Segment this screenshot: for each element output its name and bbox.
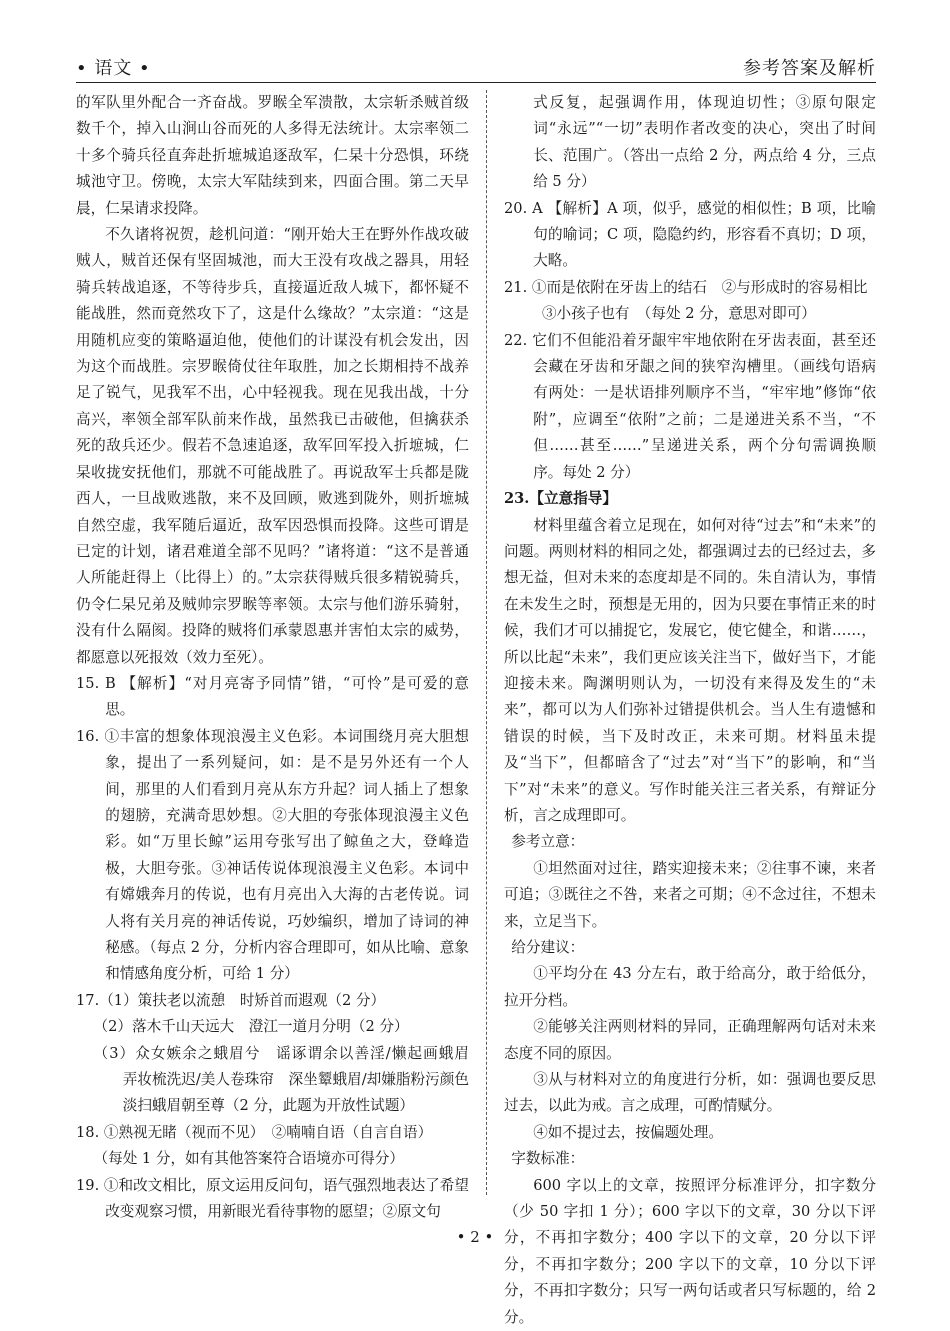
scoring-label: 给分建议： (511, 939, 585, 956)
answer-17-2: （2）落木千山天远大 澄江一道月分明（2 分） (93, 1018, 409, 1036)
answer-22: 22. 它们不但能沿着牙龈牢牢地依附在牙齿表面，甚至还会藏在牙齿和牙龈之间的狭窄沟槽里。（画线句语病有两处：一是状语排列顺序不当，“牢牢地”修饰“依附”，应调至“依附”之前；二是递进关系不当，“不但……甚至……”呈递进关系，两个分句需调换顺序。每处 2 分） (504, 331, 876, 481)
scoring-item-4: ④如不提过去，按偏题处理。 (533, 1123, 723, 1141)
scoring-item-3: ③从与材料对立的角度进行分析，如：强调也要反思过去，以此为戒。言之成理，可酌情赋分。 (504, 1071, 876, 1115)
answer-23-title: 23.【立意指导】 (504, 490, 617, 508)
answer-21-1: 21. ①而是依附在牙齿上的结石 ②与形成时的容易相比 (504, 278, 868, 296)
answer-18: 18. ①熟视无睹（视而不见） ②喃喃自语（自言自语） (76, 1123, 433, 1141)
page-header (76, 54, 876, 84)
translation-paragraph-2: 不久诸将祝贺，趁机问道：“刚开始大王在野外作战攻破贼人，贼首还保有坚固城池，而大王没有攻战之器具，用轻骑兵转战追逐，不等待步兵，直接逼近敌人城下，都怀疑不能战胜，然而竟然攻下了，这是什么缘故？”太宗道：“这是用随机应变的策略逼迫他，使他们的计谋没有机会发出，因为这个而战胜。宗罗睺倚仗往年取胜，加之长期相持不战养足了锐气，见我军不出，心中轻视我。现在见我出战，十分高兴，率领全部军队前来作战，虽然我已击破他，但擒获杀死的敌兵还少。假若不急速追逐，敌军回军投入折墌城，仁杲收拢安抚他们，那就不可能战胜了。再说敌军士兵都是陇西人，一旦战败逃散，来不及回顾，败逃到陇外，则折墌城自然空虚，我军随后逼近，敌军因恐惧而投降。这些可谓是已定的计划，诸君难道全部不见吗？”诸将道：“这不是普通人所能赶得上（比得上）的。”太宗获得贼兵很多精锐骑兵，仍令仁杲兄弟及贼帅宗罗睺等率领。太宗与他们游乐骑射，没有什么隔阂。投降的贼将们承蒙恩惠并害怕太宗的威势，都愿意以死报效（效力至死）。 (76, 226, 469, 666)
answer-21-2: ③小孩子也有 （每处 2 分，意思对即可） (541, 305, 816, 323)
word-count-label: 字数标准： (511, 1150, 585, 1168)
scoring-item-2: ②能够关注两则材料的异同，正确理解两句话对未来态度不同的原因。 (504, 1018, 876, 1062)
answer-17-3: （3）众女嫉余之蛾眉兮 谣诼谓余以善淫/懒起画蛾眉 弄妆梳洗迟/美人卷珠帘 深坐颦蛾眉/却嫌脂粉污颜色 淡扫蛾眉朝至尊（2 分，此题为开放性试题） (93, 1044, 484, 1115)
answer-17-1: 17.（1）策扶老以流憩 时矫首而遐观（2 分） (76, 991, 386, 1009)
answer-23-guidance: 材料里蕴含着立足现在，如何对待“过去”和“未来”的问题。两则材料的相同之处，都强调过去的已经过去，多想无益，但对未来的态度却是不同的。朱自清认为，事情在未发生之时，预想是无用的，因为只要在事情正来的时候，我们才可以捕捉它，发展它，使它健全，和谐……，所以比起“未来”，我们更应该关注当下，做好当下，才能迎接未来。陶渊明则认为，一切没有来得及发生的“未来”，都可以为人们弥补过错提供机会。当人生有遗憾和错误的时候，当下及时改正，未来可期。材料虽未提及“当下”，但都暗含了“过去”对“当下”的影响，和“当下”对“未来”的意义。写作时能关注三者关系，有辩证分析，言之成理即可。 (504, 516, 876, 824)
subject-label: • 语文 • (76, 58, 151, 79)
header-divider (76, 82, 876, 83)
scoring-item-1: ①平均分在 43 分左右，敢于给高分，敢于给低分，拉开分档。 (504, 965, 876, 1009)
translation-paragraph-1: 的军队里外配合一齐奋战。罗睺全军溃散，太宗斩杀贼首级数千个，掉入山涧山谷而死的人多得无法统计。太宗率领二十多个骑兵径直奔赴折墌城追逐敌军，仁杲十分恐惧，环绕城池守卫。傍晚，太宗大军陆续到来，四面合围。第二天早晨，仁杲请求投降。 (76, 94, 469, 217)
answer-16: 16. ①丰富的想象体现浪漫主义色彩。本词围绕月亮大胆想象，提出了一系列疑问，如：是不是另外还有一个人间，那里的人们看到月亮从东方升起？词人插上了想象的翅膀，充满奇思妙想。②大胆的夸张体现浪漫主义色彩。如“万里长鲸”运用夸张写出了鲸鱼之大，登峰造极，大胆夸张。③神话传说体现浪漫主义色彩。本词中有嫦娥奔月的传说，也有月亮出入大海的古老传说。词人将有关月亮的神话传说，巧妙编织，增加了诗词的神秘感。（每点 2 分，分析内容合理即可，如从比喻、意象和情感角度分析，可给 1 分） (76, 727, 469, 983)
reference-label: 参考立意： (511, 833, 585, 851)
word-count-text: 600 字以上的文章，按照评分标准评分，扣字数分（少 50 字扣 1 分）；600 字以下的文章，30 分以下评分，不再扣字数分；400 字以下的文章，20 分以下评分，不再扣字数分；200 字以下的文章，10 分以下评分，不再扣字数分；只写一两句话或者只写标题的，给 2 分。 (504, 1176, 876, 1326)
reference-text: ①坦然面对过往，踏实迎接未来；②往事不谏，来者可追；③既往之不咎，来者之可期；④不念过往，不想未来，立足当下。 (504, 859, 876, 930)
answer-19: 19. ①和改文相比，原文运用反问句，语气强烈地表达了希望改变观察习惯，用新眼光看待事物的愿望；②原文句 (76, 1176, 469, 1221)
left-column (76, 90, 484, 1225)
page-number: • 2 • (456, 1228, 494, 1246)
answer-15: 15. B 【解析】“对月亮寄予同情”错，“可怜”是可爱的意思。 (76, 674, 469, 719)
section-title: 参考答案及解析 (743, 58, 876, 79)
right-column (504, 90, 876, 1331)
answer-20: 20. A 【解析】A 项，似乎，感觉的相似性；B 项，比喻句的喻词；C 项，隐隐约约，形容看不真切；D 项，大略。 (504, 199, 876, 270)
answer-18-note: （每处 1 分，如有其他答案符合语境亦可得分） (93, 1150, 404, 1168)
answer-19-continued: 式反复，起强调作用，体现迫切性；③原句限定词“永远”“一切”表明作者改变的决心，突出了时间长、范围广。（答出一点给 2 分，两点给 4 分，三点给 5 分） (533, 94, 876, 191)
column-divider (486, 90, 487, 1195)
